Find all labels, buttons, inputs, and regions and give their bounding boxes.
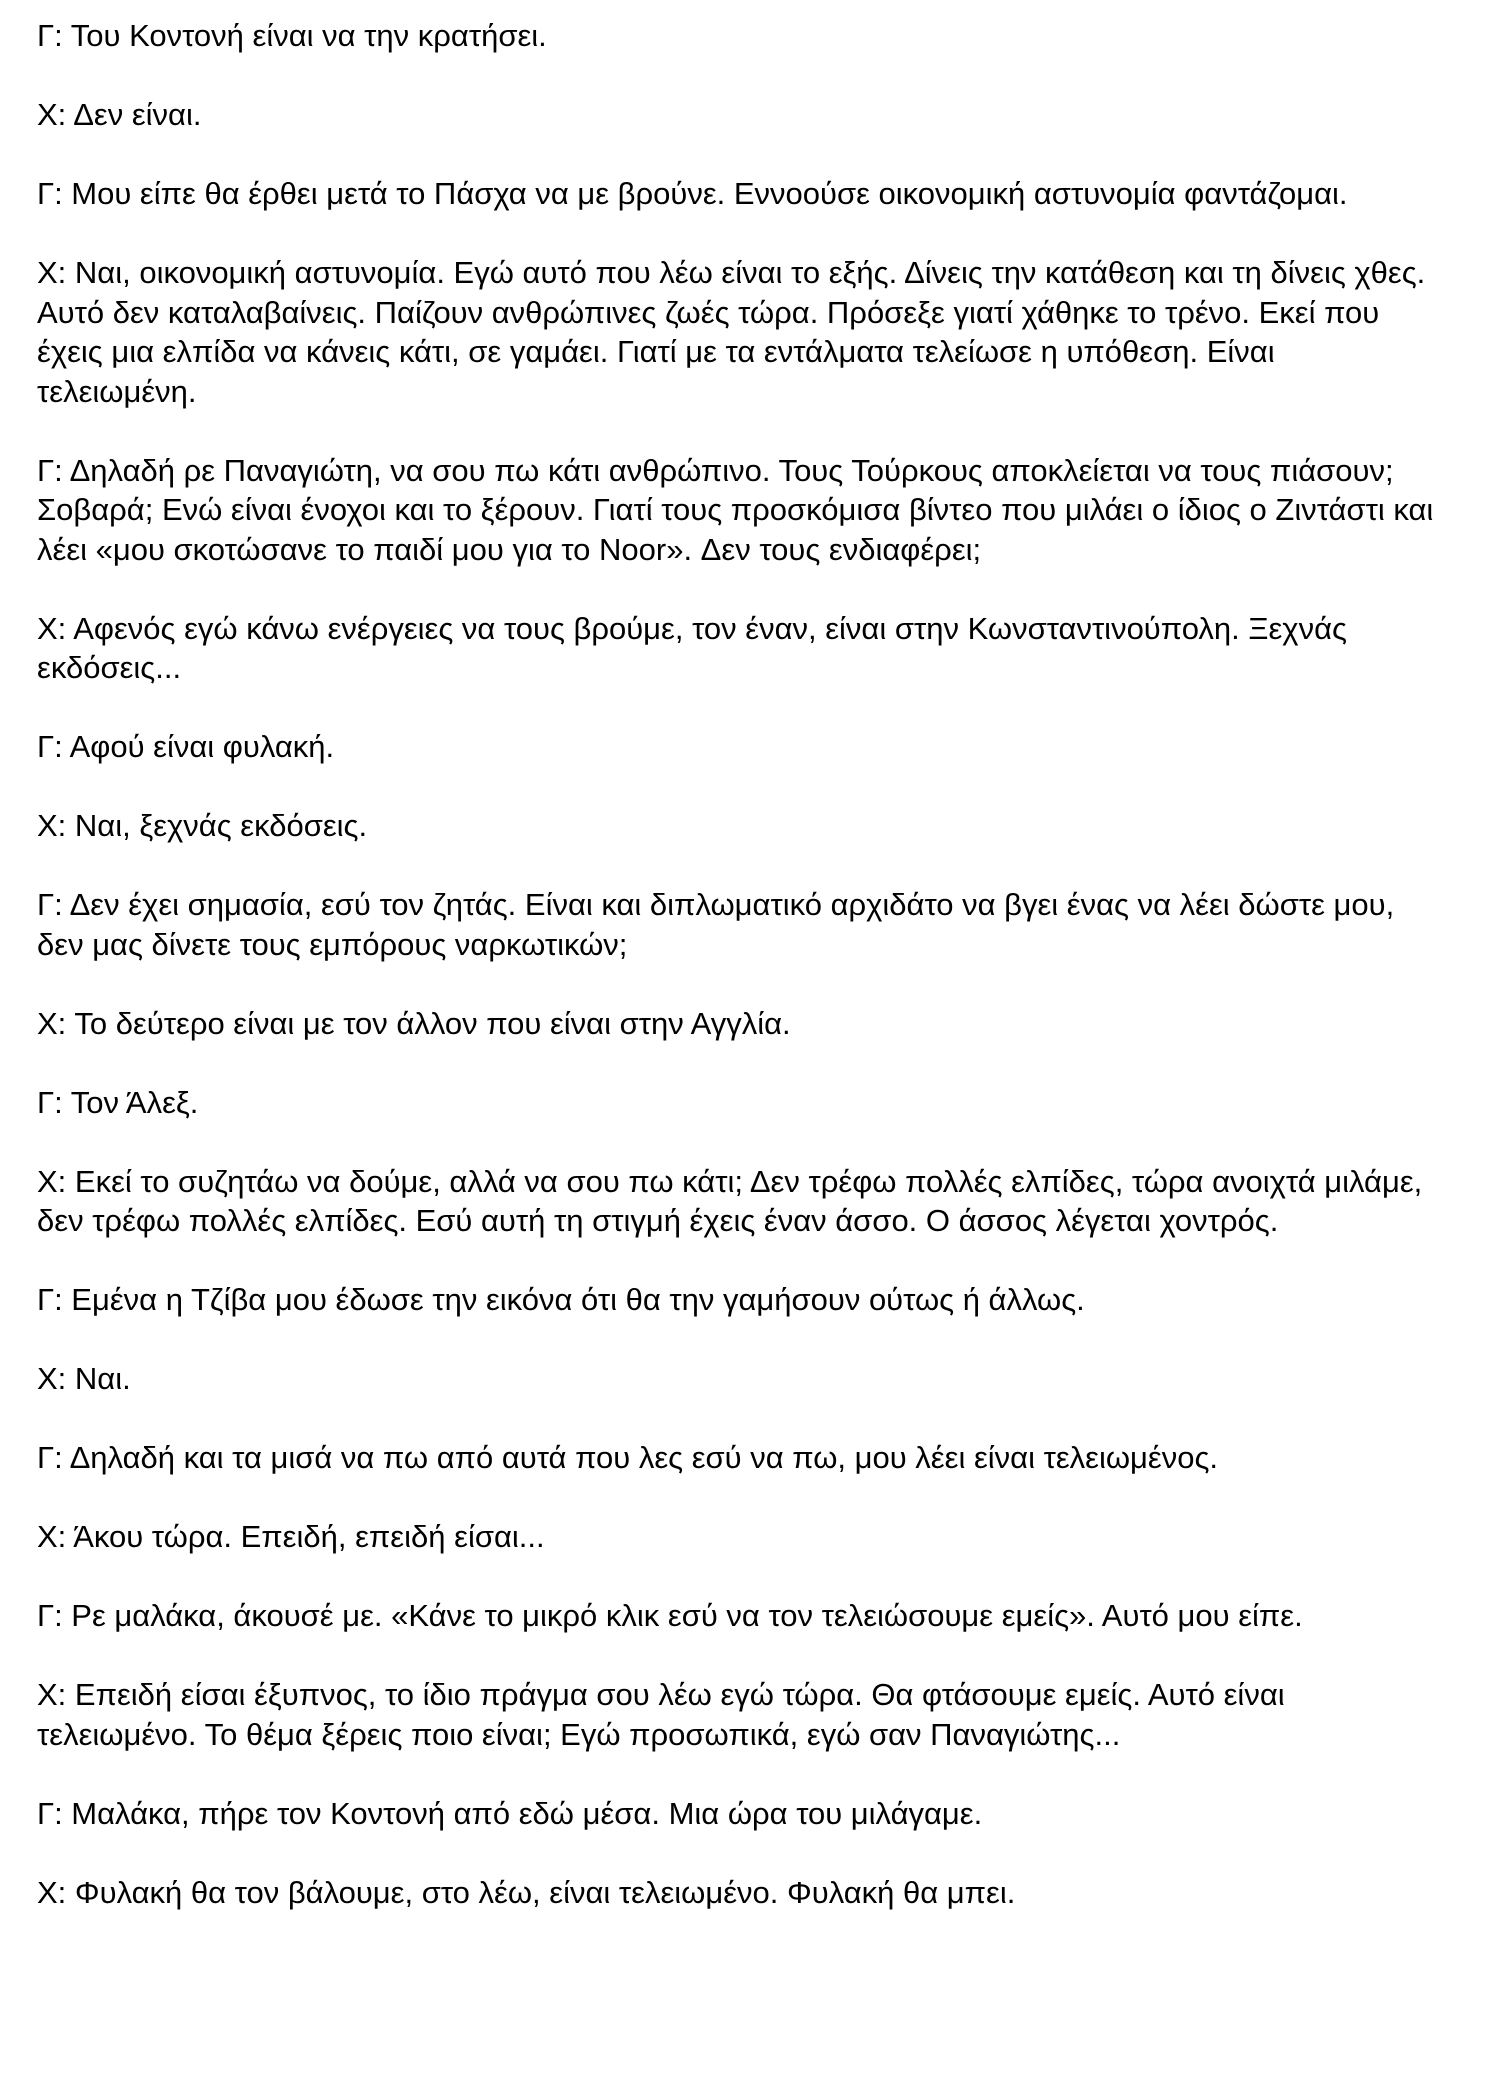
dialogue-paragraph: Γ: Δηλαδή ρε Παναγιώτη, να σου πω κάτι ανθρώπινο. Τους Τούρκους αποκλείεται να τους πιάσουν; Σοβαρά; Ενώ είναι ένοχοι και το ξέρουν. Γιατί τους προσκόμισα βίντεο που μιλάει ο ίδιος ο Ζιντάστι και λέει «μου σκοτώσανε το παιδί μου για το Noor». Δεν τους ενδιαφέρει;: [37, 452, 1434, 567]
dialogue-paragraph: Γ: Ρε μαλάκα, άκουσέ με. «Κάνε το μικρό κλικ εσύ να τον τελειώσουμε εμείς». Αυτό μου είπε.: [37, 1598, 1303, 1633]
dialogue-paragraph: Γ: Μου είπε θα έρθει μετά το Πάσχα να με βρούνε. Εννοούσε οικονομική αστυνομία φαντάζομαι.: [37, 176, 1348, 211]
dialogue-paragraph: Χ: Εκεί το συζητάω να δούμε, αλλά να σου πω κάτι; Δεν τρέφω πολλές ελπίδες, τώρα ανοιχτά μιλάμε, δεν τρέφω πολλές ελπίδες. Εσύ αυτή τη στιγμή έχεις έναν άσσο. Ο άσσος λέγεται χοντρός.: [37, 1163, 1423, 1238]
dialogue-paragraph: Γ: Του Κοντονή είναι να την κρατήσει.: [37, 18, 547, 53]
dialogue-paragraph: Χ: Άκου τώρα. Επειδή, επειδή είσαι...: [37, 1519, 545, 1554]
dialogue-paragraph: Χ: Επειδή είσαι έξυπνος, το ίδιο πράγμα σου λέω εγώ τώρα. Θα φτάσουμε εμείς. Αυτό είναι τελειωμένο. Το θέμα ξέρεις ποιο είναι; Εγώ προσωπικά, εγώ σαν Παναγιώτης...: [37, 1677, 1285, 1752]
dialogue-paragraph: Χ: Ναι, οικονομική αστυνομία. Εγώ αυτό που λέω είναι το εξής. Δίνεις την κατάθεση και τη δίνεις χθες. Αυτό δεν καταλαβαίνεις. Παίζουν ανθρώπινες ζωές τώρα. Πρόσεξε γιατί χάθηκε το τρένο. Εκεί που έχεις μια ελπίδα να κάνεις κάτι, σε γαμάει. Γιατί με τα εντάλματα τελείωσε η υπόθεση. Είναι τελειωμένη.: [37, 255, 1426, 409]
dialogue-paragraph: Γ: Εμένα η Τζίβα μου έδωσε την εικόνα ότι θα την γαμήσουν ούτως ή άλλως.: [37, 1282, 1085, 1317]
dialogue-paragraph: Γ: Μαλάκα, πήρε τον Κοντονή από εδώ μέσα. Μια ώρα του μιλάγαμε.: [37, 1795, 983, 1831]
dialogue-paragraph: Χ: Ναι.: [37, 1361, 131, 1396]
dialogue-paragraph: Χ: Το δεύτερο είναι με τον άλλον που είναι στην Αγγλία.: [37, 1005, 791, 1041]
transcript: [37, 16, 1437, 1912]
dialogue-paragraph: Γ: Δηλαδή και τα μισά να πω από αυτά που λες εσύ να πω, μου λέει είναι τελειωμένος.: [37, 1440, 1219, 1475]
dialogue-paragraph: Χ: Ναι, ξεχνάς εκδόσεις.: [37, 808, 368, 843]
dialogue-paragraph: Χ: Αφενός εγώ κάνω ενέργειες να τους βρούμε, τον έναν, είναι στην Κωνσταντινούπολη. Ξεχνάς εκδόσεις...: [37, 610, 1347, 685]
dialogue-paragraph: Χ: Φυλακή θα τον βάλουμε, στο λέω, είναι τελειωμένο. Φυλακή θα μπει.: [37, 1874, 1016, 1910]
dialogue-paragraph: Χ: Δεν είναι.: [37, 97, 202, 132]
dialogue-paragraph: Γ: Δεν έχει σημασία, εσύ τον ζητάς. Είναι και διπλωματικό αρχιδάτο να βγει ένας να λέει δώστε μου, δεν μας δίνετε τους εμπόρους ναρκωτικών;: [37, 887, 1395, 962]
dialogue-paragraph: Γ: Αφού είναι φυλακή.: [37, 729, 335, 764]
dialogue-paragraph: Γ: Τον Άλεξ.: [37, 1084, 199, 1120]
